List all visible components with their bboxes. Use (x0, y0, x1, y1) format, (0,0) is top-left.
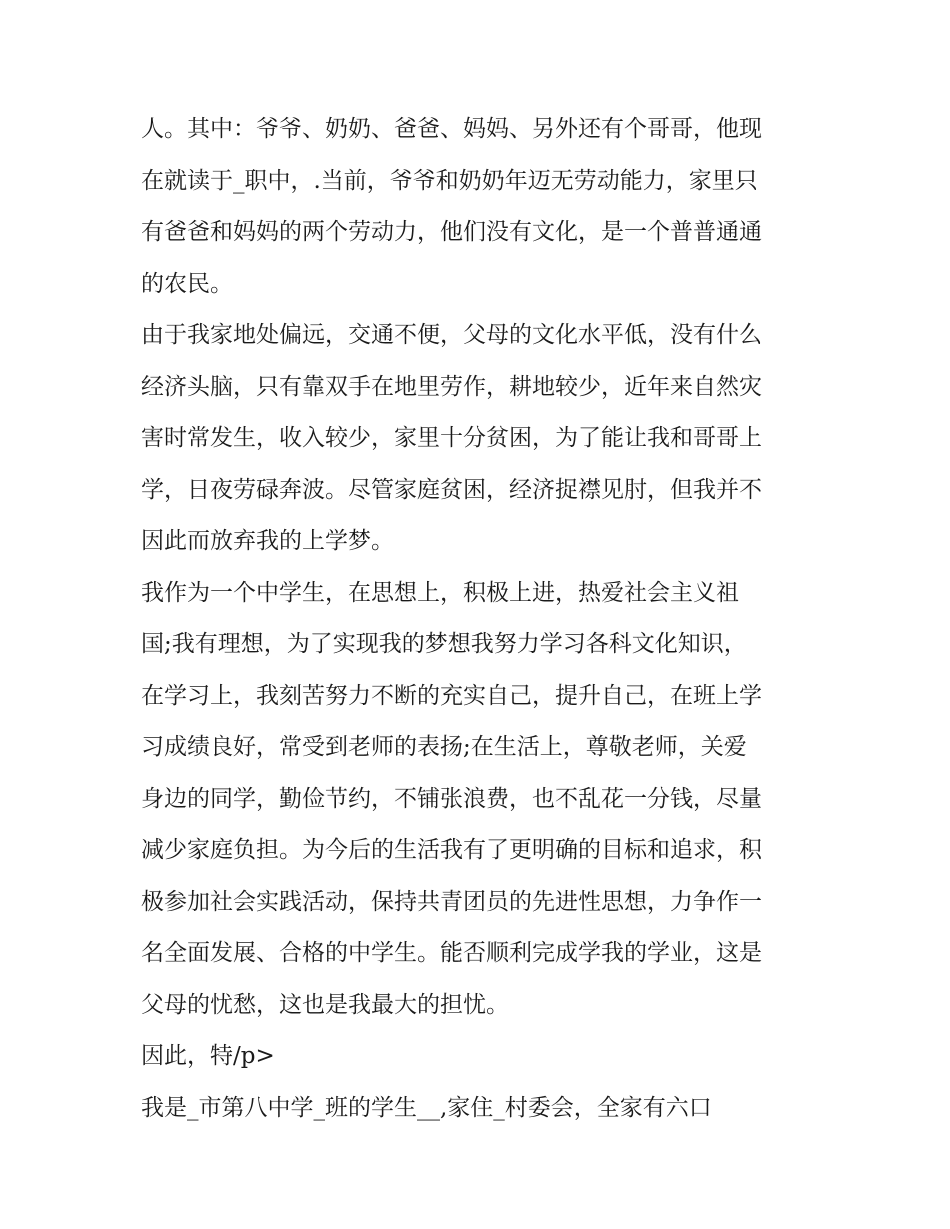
text-line: 名全面发展、合格的中学生。能否顺利完成学我的学业，这是 (141, 940, 762, 966)
text-line: 的农民。 (141, 270, 233, 297)
text-line: 减少家庭负担。为今后的生活我有了更明确的目标和追求，积 (141, 837, 762, 863)
text-line: 在就读于_职中，.当前，爷爷和奶奶年迈无劳动能力，家里只 (141, 167, 758, 194)
text-line: 身边的同学，勤俭节约，不铺张浪费，也不乱花一分钱，尽量 (141, 785, 762, 812)
text-line: 在学习上，我刻苦努力不断的充实自己，提升自己，在班上学 (141, 682, 762, 709)
text-line: 人。其中：爷爷、奶奶、爸爸、妈妈、另外还有个哥哥，他现 (141, 116, 762, 142)
document-body (141, 104, 831, 1134)
text-line: 我是_市第八中学_班的学生__,家住_村委会，全家有六口 (141, 1094, 712, 1121)
text-line: 我作为一个中学生，在思想上，积极上进，热爱社会主义祖 (141, 579, 739, 606)
text-line: 父母的忧愁，这也是我最大的担忧。 (141, 991, 509, 1018)
text-line: 有爸爸和妈妈的两个劳动力，他们没有文化，是一个普普通通 (141, 219, 762, 245)
text-line: 学，日夜劳碌奔波。尽管家庭贫困，经济捉襟见肘，但我并不 (141, 476, 762, 503)
text-line: 极参加社会实践活动，保持共青团员的先进性思想，力争作一 (141, 888, 762, 915)
text-line: 因此，特/p> (141, 1043, 275, 1069)
text-line: 害时常发生，收入较少，家里十分贫困，为了能让我和哥哥上 (141, 425, 762, 451)
text-line: 因此而放弃我的上学梦。 (141, 528, 394, 554)
text-line: 经济头脑，只有靠双手在地里劳作，耕地较少，近年来自然灾 (141, 373, 762, 400)
text-line: 习成绩良好，常受到老师的表扬;在生活上，尊敬老师，关爱 (141, 734, 747, 760)
text-line: 由于我家地处偏远，交通不便，父母的文化水平低，没有什么 (141, 322, 762, 348)
text-line: 国;我有理想，为了实现我的梦想我努力学习各科文化知识， (141, 631, 747, 657)
